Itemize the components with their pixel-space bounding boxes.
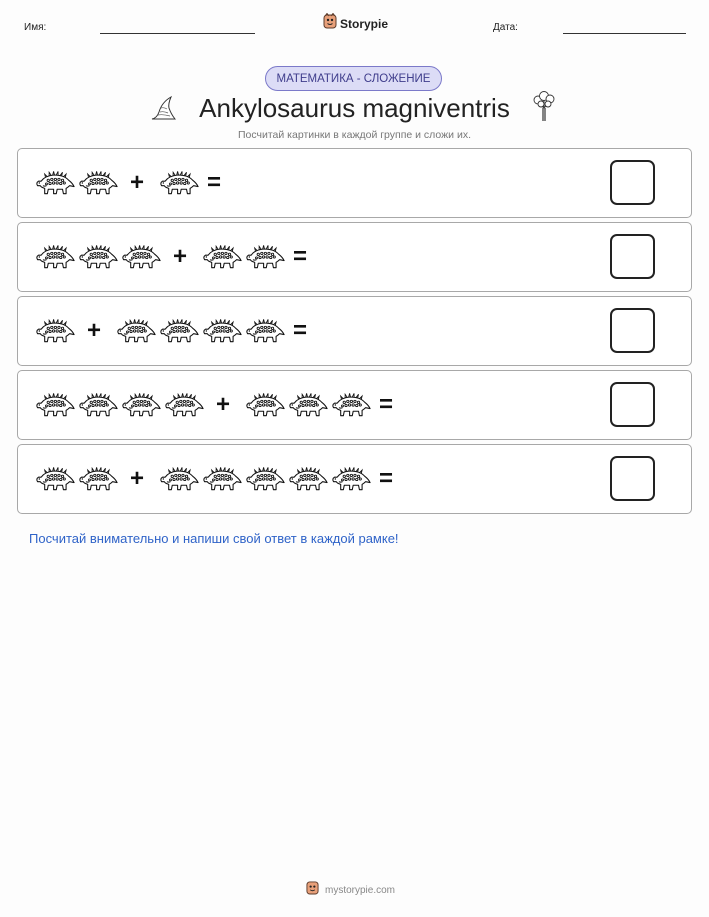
equation [34,223,321,291]
plus-sign: + [87,317,102,344]
problem-row [17,370,692,440]
left-group [34,390,206,420]
brand-name: Storypie [340,16,389,31]
equals-sign: = [293,317,308,344]
left-group [34,168,120,198]
ankylosaurus-icon [115,316,156,346]
storypie-mascot-icon [323,13,337,34]
ankylosaurus-icon [34,390,75,420]
plus-sign: + [130,169,145,196]
plus-sign: + [173,243,188,270]
page-subtitle: Посчитай картинки в каждой группе и сложи их. [238,129,471,141]
ankylosaurus-icon [34,242,75,272]
ankylosaurus-icon [163,390,204,420]
ankylosaurus-icon [244,390,285,420]
ankylosaurus-icon [34,316,75,346]
date-line[interactable] [563,33,686,34]
problem-row [17,148,692,218]
ankylosaurus-icon [120,242,161,272]
problem-row [17,222,692,292]
equals-sign: = [293,243,308,270]
answer-box[interactable] [610,160,655,205]
name-label: Имя: [24,22,47,33]
equals-sign: = [207,169,222,196]
ankylosaurus-icon [201,316,242,346]
date-label: Дата: [493,22,518,33]
ankylosaurus-icon [287,390,328,420]
right-group [201,242,287,272]
ankylosaurus-icon [287,464,328,494]
tree-icon [530,90,558,127]
plus-sign: + [130,465,145,492]
ankylosaurus-icon [158,168,199,198]
plus-sign: + [216,391,231,418]
subject-badge: МАТЕМАТИКА - СЛОЖЕНИЕ [265,66,442,91]
right-group [244,390,373,420]
answer-box[interactable] [610,308,655,353]
left-group [34,242,163,272]
left-group [34,464,120,494]
ankylosaurus-icon [244,464,285,494]
answer-box[interactable] [610,234,655,279]
right-group [115,316,287,346]
answer-box[interactable] [610,382,655,427]
equation [34,149,235,217]
ankylosaurus-icon [120,390,161,420]
ankylosaurus-icon [34,464,75,494]
equation [34,297,321,365]
problem-row [17,296,692,366]
ankylosaurus-icon [244,316,285,346]
equation [34,371,407,439]
ankylosaurus-icon [158,464,199,494]
right-group [158,168,201,198]
ankylosaurus-icon [201,464,242,494]
storypie-logo [323,13,388,34]
ankylosaurus-icon [77,390,118,420]
storypie-mascot-icon [306,880,319,900]
ankylosaurus-icon [201,242,242,272]
equals-sign: = [379,465,394,492]
ankylosaurus-icon [330,464,371,494]
ankylosaurus-icon [330,390,371,420]
page-title: Ankylosaurus magniventris [199,93,510,123]
ankylosaurus-icon [77,242,118,272]
ankylosaurus-icon [244,242,285,272]
equals-sign: = [379,391,394,418]
ankylosaurus-icon [34,168,75,198]
right-group [158,464,373,494]
site-footer [306,880,395,900]
site-url: mystorypie.com [325,884,396,896]
answer-box[interactable] [610,456,655,501]
instruction-note: Посчитай внимательно и напиши свой ответ в каждой рамке! [29,531,399,546]
ankylosaurus-icon [158,316,199,346]
name-line[interactable] [100,33,255,34]
ankylosaurus-icon [77,464,118,494]
left-group [34,316,77,346]
ankylosaurus-icon [77,168,118,198]
equation [34,445,407,513]
problem-row [17,444,692,514]
